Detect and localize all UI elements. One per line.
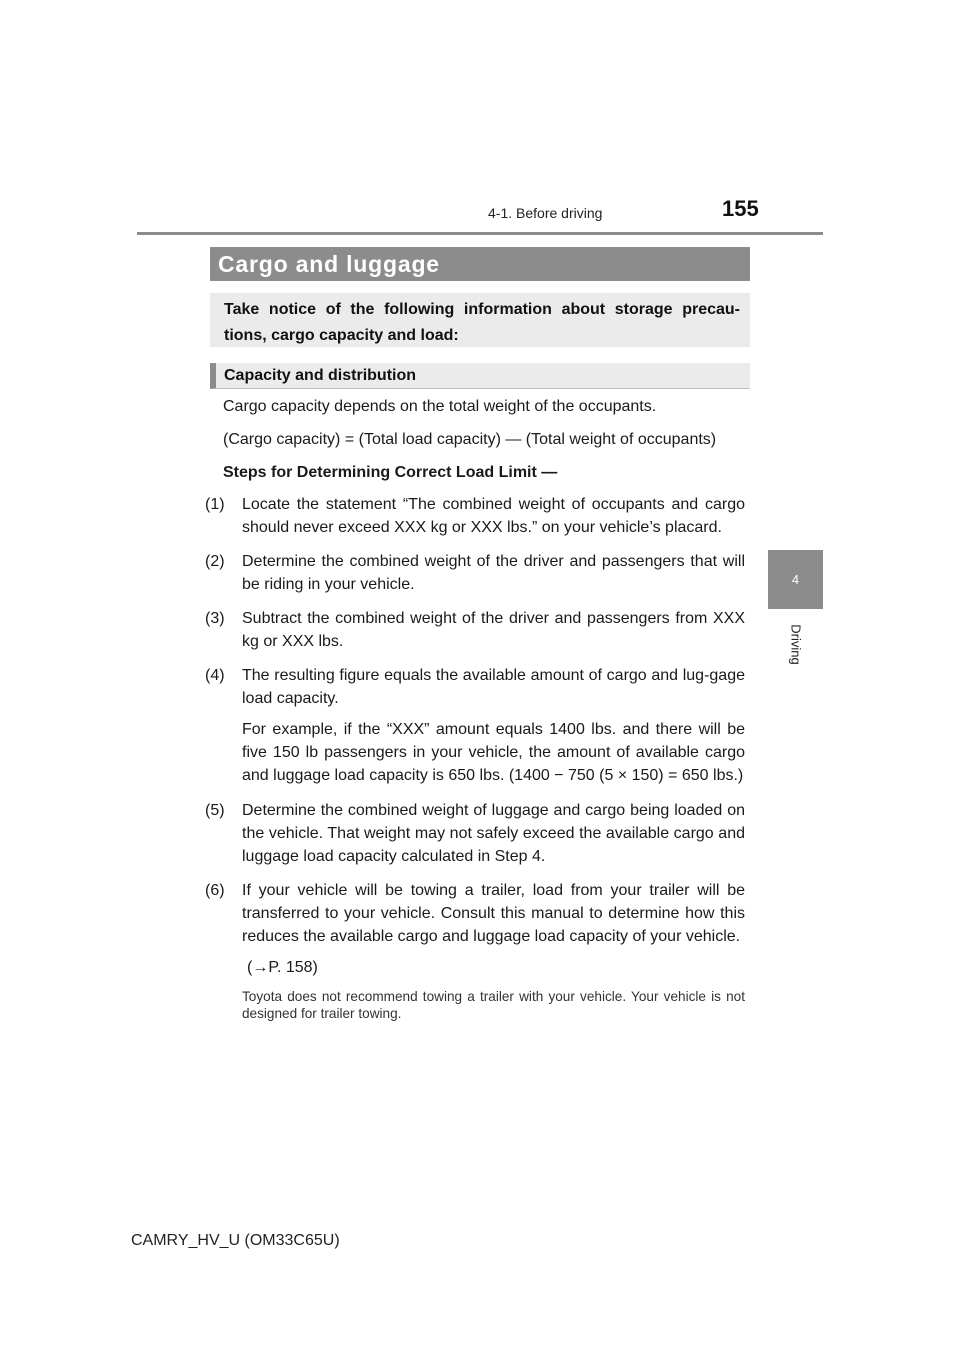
step-number: (6): [205, 882, 225, 899]
step-text: Locate the statement “The combined weight of occupants and cargo should never exceed XXX kg or XXX lbs.” on your vehicle’s placard.: [242, 496, 745, 536]
section-header: 4-1. Before driving: [488, 205, 603, 221]
step-1: [205, 493, 745, 539]
step-text: The resulting figure equals the available amount of cargo and lug-gage load capacity.: [242, 667, 745, 707]
chapter-label-text: Driving: [788, 623, 804, 665]
intro-box: Take notice of the following information about storage precau-tions, cargo capacity and load:: [210, 293, 750, 347]
step-number: (1): [205, 496, 225, 513]
step-number: (3): [205, 610, 225, 627]
steps-heading: Steps for Determining Correct Load Limit —: [223, 464, 558, 481]
chapter-label: [772, 614, 820, 674]
step-text: Determine the combined weight of luggage and cargo being loaded on the vehicle. That weight may not safely exceed the available cargo and luggage load capacity calculated in Step 4.: [242, 802, 745, 865]
step-number: (2): [205, 553, 225, 570]
paragraph-capacity: Cargo capacity depends on the total weight of the occupants.: [223, 398, 657, 415]
paragraph-formula: (Cargo capacity) = (Total load capacity) — (Total weight of occupants): [223, 431, 717, 448]
step-4-example: For example, if the “XXX” amount equals 1400 lbs. and there will be five 150 lb passengers in your vehicle, the amount of available cargo and luggage load capacity is 650 lbs. (1400 − 750 (5 × 150) = 650 lbs.): [242, 721, 745, 784]
step-text: If your vehicle will be towing a trailer, load from your trailer will be transferred to your vehicle. Consult this manual to determine how this reduces the available cargo and luggage load capacity of your vehicle.: [242, 882, 745, 945]
step-3: [205, 607, 745, 653]
page-reference-link[interactable]: (→P. 158): [247, 959, 318, 976]
step-text: Determine the combined weight of the driver and passengers that will be riding in your vehicle.: [242, 553, 745, 593]
step-number: (5): [205, 802, 225, 819]
step-4: [205, 664, 745, 710]
step-number: (4): [205, 667, 225, 684]
page-title: Cargo and luggage: [210, 247, 750, 281]
step-2: [205, 550, 745, 596]
document-footer: CAMRY_HV_U (OM33C65U): [131, 1232, 340, 1249]
step-text: Subtract the combined weight of the driver and passengers from XXX kg or XXX lbs.: [242, 610, 745, 650]
step-5: [205, 799, 745, 868]
towing-note: Toyota does not recommend towing a trailer with your vehicle. Your vehicle is not designed for trailer towing.: [242, 989, 745, 1021]
chapter-tab: 4: [768, 550, 823, 609]
step-6: [205, 879, 745, 948]
subheading: Capacity and distribution: [210, 363, 750, 389]
header-rule: [137, 232, 823, 235]
page-number: 155: [722, 196, 759, 221]
body-text: [205, 395, 745, 1022]
